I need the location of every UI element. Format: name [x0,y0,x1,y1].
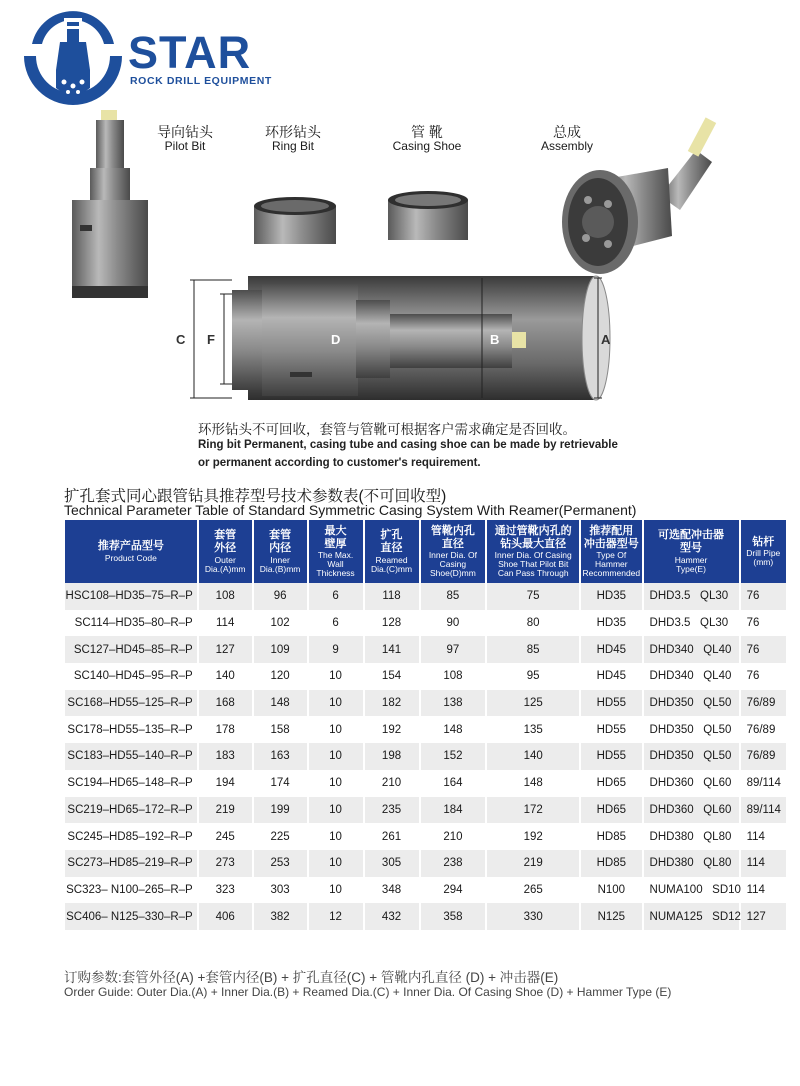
table-cell: 76 [741,583,786,610]
table-cell: 76 [746,617,760,630]
column-header-cn: 套管 外径 [214,529,237,555]
brand-subtitle: ROCK DRILL EQUIPMENT [130,75,272,87]
column-header-cn: 可选配冲击器 型号 [658,529,725,555]
table-cell: HD55 [596,723,627,736]
table-cell: SC178–HD55–135–R–P [67,723,193,736]
table-cell: 102 [270,617,290,630]
table-cell: 140 [215,670,235,683]
table-row [65,797,786,824]
table-cell: 138 [421,690,486,717]
table-cell: 184 [421,797,486,824]
table-cell: 109 [254,636,307,663]
table-row [65,770,786,797]
table-cell: SC273–HD85–219–R–P [65,850,197,877]
table-cell: 382 [254,903,307,930]
table-cell: 76/89 [746,723,776,736]
table-cell: 108 [199,583,252,610]
column-header-4 [365,520,419,583]
table-cell: 192 [381,723,402,736]
table-cell: NUMA100 SD10 [649,883,741,896]
table-cell: 225 [270,830,290,843]
table-row [65,610,786,637]
table-cell: 76 [746,670,760,683]
table-cell: 140 [487,743,579,770]
table-cell: 89/114 [741,797,786,824]
column-header-7 [581,520,641,583]
table-cell: 358 [421,903,486,930]
table-row [65,663,786,690]
table-cell: 10 [329,723,342,736]
table-row [65,636,786,663]
column-header-cn: 管靴内孔 直径 [430,524,475,550]
table-cell: 303 [270,883,290,896]
table-row [65,877,786,904]
table-cell: 158 [270,723,290,736]
column-header-6 [487,520,579,583]
table-cell: DHD350 QL50 [644,690,739,717]
table-cell: 135 [523,723,543,736]
assembly-drawing [562,117,716,274]
table-cell: HD85 [581,850,641,877]
table-row [65,716,786,743]
column-header-2 [254,520,307,583]
table-cell: 10 [329,777,342,790]
table-cell: 148 [443,723,463,736]
table-cell: 75 [487,583,579,610]
table-cell: HSC108–HD35–75–R–P [65,583,197,610]
table-cell: HD65 [596,777,627,790]
table-cell: 85 [421,583,486,610]
table-cell: HD55 [581,690,641,717]
table-cell: DHD380 QL80 [644,850,739,877]
ring-bit-drawing [254,197,336,244]
casing-shoe-drawing [388,191,468,240]
table-cell: 128 [381,617,402,630]
header-row [65,520,786,583]
table-cell: N125 [581,903,641,930]
column-header-en: Inner Dia. Of Casing Shoe That Pilot Bit Can Pass Through [494,550,572,579]
table-cell: HD45 [581,636,641,663]
column-header-cn: 扩孔 直径 [380,529,403,555]
assembly-label: 总成 Assembly [540,124,593,154]
table-cell: 10 [329,830,342,843]
column-header-en: Drill Pipe (mm) [746,548,781,568]
table-cell: 127 [741,903,786,930]
table-cell: 96 [254,583,307,610]
table-cell: 10 [329,670,342,683]
table-cell: 10 [309,850,363,877]
table-cell: 348 [381,883,402,896]
pilot-bit-drawing [72,110,148,298]
column-header-0 [65,520,197,583]
table-cell: 323 [215,883,235,896]
product-illustration [0,0,800,420]
table-cell: SC127–HD45–85–R–P [65,636,197,663]
table-cell: 406 [199,903,252,930]
table-cell: SC245–HD85–192–R–P [67,830,193,843]
column-header-1 [199,520,252,583]
table-cell: 174 [270,777,290,790]
table-cell: DHD360 QL60 [644,797,739,824]
table-cell: 97 [421,636,486,663]
column-header-cn: 推荐配用 冲击器型号 [583,524,639,550]
table-cell: 114 [216,617,235,630]
dim-b-label: B [490,332,500,347]
table-cell: SC194–HD65–148–R–P [67,777,193,790]
table-cell: 148 [523,777,543,790]
table-cell: 10 [329,883,342,896]
table-cell: 163 [254,743,307,770]
table-cell: 192 [523,830,543,843]
table-cell: 76 [741,636,786,663]
column-header-en: Type Of Hammer Recommended [582,550,641,579]
table-cell: HD35 [596,617,627,630]
table-cell: SC406– N125–330–R–P [65,903,197,930]
table-cell: 114 [741,850,786,877]
table-cell: 108 [443,670,463,683]
table-cell: DHD360 QL60 [649,777,732,790]
table-cell: 6 [309,583,363,610]
table-body [65,583,786,930]
table-cell: 219 [199,797,252,824]
column-header-en: Product Code [104,552,157,563]
note-chinese: 环形钻头不可回收，套管与管靴可根据客户需求确定是否回收。 [198,422,576,437]
brand-name: STAR [128,27,252,78]
table-cell: HD85 [596,830,627,843]
table-cell: 168 [199,690,252,717]
table-cell: 76/89 [741,743,786,770]
table-cell: 432 [365,903,419,930]
table-cell: 182 [365,690,419,717]
casing-shoe-label: 管 靴 Casing Shoe [392,124,462,154]
table-cell: 152 [421,743,486,770]
table-cell: 245 [215,830,235,843]
column-header-cn: 通过管靴内孔的 钻头最大直径 [494,524,572,550]
table-cell: SC183–HD55–140–R–P [65,743,197,770]
table-cell: 330 [487,903,579,930]
table-cell: 238 [421,850,486,877]
table-cell: N100 [597,883,626,896]
table-cell: 89/114 [746,777,781,790]
table-row [65,903,786,930]
table-title-chinese: 扩孔套式同心跟管钻具推荐型号技术参数表(不可回收型) [64,488,447,505]
column-header-cn: 推荐产品型号 [97,540,164,553]
table-row [65,823,786,850]
order-guide-chinese: 订购参数:套管外径(A) +套管内径(B) + 扩孔直径(C) + 管靴内孔直径 (D) + 冲击器(E) [64,970,559,985]
table-cell: 85 [487,636,579,663]
column-header-en: Hammer Type(E) [674,554,708,574]
table-cell: 154 [381,670,402,683]
table-cell: 194 [215,777,235,790]
table-cell: SC219–HD65–172–R–P [65,797,197,824]
table-cell: 235 [365,797,419,824]
table-row [65,850,786,877]
column-header-5 [421,520,486,583]
table-cell: NUMA125 SD12 [644,903,739,930]
casing-system-section [190,276,610,400]
table-cell: 9 [309,636,363,663]
dim-d-label: D [331,332,341,347]
column-header-en: Inner Dia.(B)mm [259,554,301,574]
table-cell: 90 [446,617,460,630]
column-header-cn: 套管 内径 [269,529,292,555]
dim-a-label: A [601,332,611,347]
column-header-en: Outer Dia.(A)mm [204,554,246,574]
pilot-bit-label: 导向钻头 Pilot Bit [157,124,213,154]
table-cell: 95 [526,670,540,683]
table-cell: 183 [199,743,252,770]
table-cell: 199 [254,797,307,824]
table-cell: 127 [199,636,252,663]
table-cell: 273 [199,850,252,877]
table-cell: DHD3.5 QL30 [644,583,739,610]
order-guide-english: Order Guide: Outer Dia.(A) + Inner Dia.(B) + Reamed Dia.(C) + Inner Dia. Of Casing Shoe (D) + Hammer Type (E) [64,985,672,999]
table-cell: 114 [746,883,765,896]
table-cell: 219 [487,850,579,877]
table-cell: 125 [487,690,579,717]
table-cell: DHD340 QL40 [649,670,732,683]
table-cell: 12 [309,903,363,930]
column-header-en: Inner Dia. Of Casing Shoe(D)mm [428,550,477,579]
column-header-en: The Max. Wall Thickness [316,550,355,579]
table-cell: 80 [526,617,540,630]
table-cell: 172 [487,797,579,824]
table-cell: DHD350 QL50 [649,723,732,736]
table-cell: 305 [365,850,419,877]
table-cell: SC168–HD55–125–R–P [65,690,197,717]
table-cell: DHD3.5 QL30 [649,617,729,630]
table-row [65,583,786,610]
table-cell: HD35 [581,583,641,610]
table-row [65,690,786,717]
note-english: Ring bit Permanent, casing tube and casing shoe can be made by retrievable or permanent according to customer's requirement. [198,439,618,470]
column-header-cn: 最大 壁厚 [324,524,347,550]
table-cell: 261 [381,830,402,843]
table-cell: SC140–HD45–95–R–P [73,670,193,683]
ring-bit-label: 环形钻头 Ring Bit [265,124,321,154]
table-cell: 178 [215,723,235,736]
table-cell: 10 [309,690,363,717]
table-cell: 10 [309,743,363,770]
table-cell: 118 [365,583,419,610]
column-header-8 [644,520,739,583]
table-cell: 76/89 [741,690,786,717]
table-header [65,520,786,583]
column-header-cn: 钻杆 [752,535,775,548]
table-cell: 210 [381,777,402,790]
table-cell: 10 [309,797,363,824]
table-cell: HD55 [581,743,641,770]
table-cell: 141 [365,636,419,663]
table-cell: 198 [365,743,419,770]
table-cell: 164 [443,777,463,790]
table-row [65,743,786,770]
table-cell: DHD350 QL50 [644,743,739,770]
table-cell: HD45 [596,670,627,683]
column-header-3 [309,520,363,583]
table-cell: 294 [443,883,463,896]
table-cell: HD65 [581,797,641,824]
table-cell: SC114–HD35–80–R–P [74,617,193,630]
dim-c-label: C [176,332,186,347]
column-header-9 [741,520,786,583]
table-cell: 265 [523,883,543,896]
table-cell: 148 [254,690,307,717]
table-cell: 210 [443,830,463,843]
column-header-en: Reamed Dia.(C)mm [370,554,413,574]
table-cell: 6 [332,617,339,630]
dim-f-label: F [207,332,215,347]
table-cell: DHD380 QL80 [649,830,732,843]
table-cell: 120 [270,670,290,683]
technical-parameter-table [63,520,788,930]
table-title-english: Technical Parameter Table of Standard Symmetric Casing System With Reamer(Permanent) [64,502,637,518]
table-cell: SC323– N100–265–R–P [66,883,193,896]
table-cell: 253 [254,850,307,877]
table-cell: DHD340 QL40 [644,636,739,663]
table-cell: 114 [746,830,765,843]
